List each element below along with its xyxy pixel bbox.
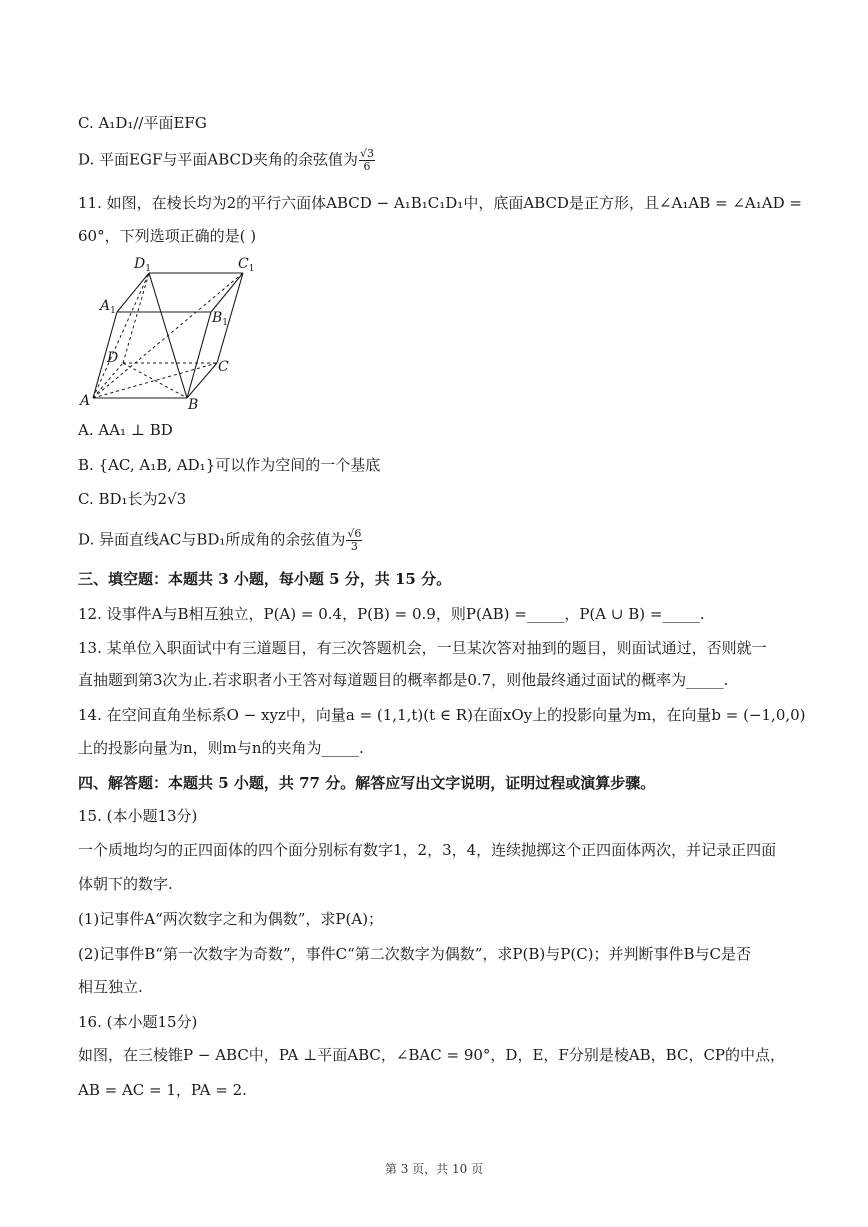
- parallelepiped-figure: [78, 252, 268, 412]
- label-A: A: [80, 393, 91, 409]
- label-D: D: [107, 350, 119, 366]
- question-16-line1: 如图，在三棱锥P − ABC中，PA ⊥平面ABC，∠BAC = 90°，D，E，F分别是棱AB，BC，CP的中点，: [78, 1046, 786, 1064]
- section-solutions-header: 四、解答题：本题共 5 小题，共 77 分。解答应写出文字说明，证明过程或演算步骤。: [78, 774, 656, 792]
- option-c-q10: C. A₁D₁//平面EFG: [78, 114, 207, 132]
- question-14-line1: 14. 在空间直角坐标系O − xyz中，向量a = (1,1,t)(t ∈ R)在面xOy上的投影向量为m，在向量b = (−1,0,0): [78, 706, 806, 724]
- label-C1: $C_1$: [238, 256, 255, 274]
- option-d-q11: [78, 528, 363, 553]
- option-d-q11-text: D. 异面直线AC与BD₁所成角的余弦值为: [78, 530, 346, 549]
- question-15-line1: 一个质地均匀的正四面体的四个面分别标有数字1，2，3，4，连续抛掷这个正四面体两次，并记录正四面: [78, 841, 777, 859]
- question-15-heading: 15. (本小题13分): [78, 807, 198, 825]
- question-15-line2: 体朝下的数字.: [78, 875, 173, 893]
- question-11-line2: 60°，下列选项正确的是( ): [78, 227, 257, 245]
- question-15-part1: (1)记事件A“两次数字之和为偶数”，求P(A)；: [78, 910, 384, 928]
- option-d-q10-text: D. 平面EGF与平面ABCD夹角的余弦值为: [78, 150, 359, 169]
- option-c-q11: C. BD₁长为2√3: [78, 490, 187, 508]
- question-14-line2: 上的投影向量为n，则m与n的夹角为_____.: [78, 739, 364, 757]
- fraction-sqrt6-3: $\frac{√6}{3}$: [347, 527, 362, 553]
- question-13-line2: 直抽题到第3次为止.若求职者小王答对每道题目的概率都是0.7，则他最终通过面试的概率为_____.: [78, 671, 729, 689]
- label-B1: $B_1$: [212, 310, 229, 328]
- section-fill-in-header: 三、填空题：本题共 3 小题，每小题 5 分，共 15 分。: [78, 570, 452, 588]
- question-15-part2-line1: (2)记事件B“第一次数字为奇数”，事件C“第二次数字为偶数”，求P(B)与P(C)；并判断事件B与C是否: [78, 945, 752, 963]
- option-d-q10: [78, 148, 376, 173]
- label-B: B: [188, 397, 199, 412]
- fraction-sqrt3-6: $\frac{√3}{6}$: [360, 147, 375, 173]
- question-16-line2: AB = AC = 1，PA = 2.: [78, 1081, 247, 1099]
- page-footer: 第 3 页，共 10 页: [384, 1162, 484, 1176]
- question-12: 12. 设事件A与B相互独立，P(A) = 0.4，P(B) = 0.9，则P(AB) =_____，P(A ∪ B) =_____.: [78, 605, 705, 623]
- question-15-part2-line2: 相互独立.: [78, 978, 143, 996]
- question-13-line1: 13. 某单位入职面试中有三道题目，有三次答题机会，一旦某次答对抽到的题目，则面试通过，否则就一: [78, 639, 767, 657]
- label-C: C: [218, 359, 229, 375]
- label-D1: $D_1$: [134, 256, 151, 274]
- label-A1: $A_1$: [100, 298, 116, 316]
- option-b-q11: B. {AC, A₁B, AD₁}可以作为空间的一个基底: [78, 456, 381, 474]
- question-16-heading: 16. (本小题15分): [78, 1013, 198, 1031]
- option-a-q11: A. AA₁ ⊥ BD: [78, 421, 173, 439]
- question-11-line1: 11. 如图，在棱长均为2的平行六面体ABCD − A₁B₁C₁D₁中，底面ABCD是正方形，且∠A₁AB = ∠A₁AD =: [78, 194, 802, 212]
